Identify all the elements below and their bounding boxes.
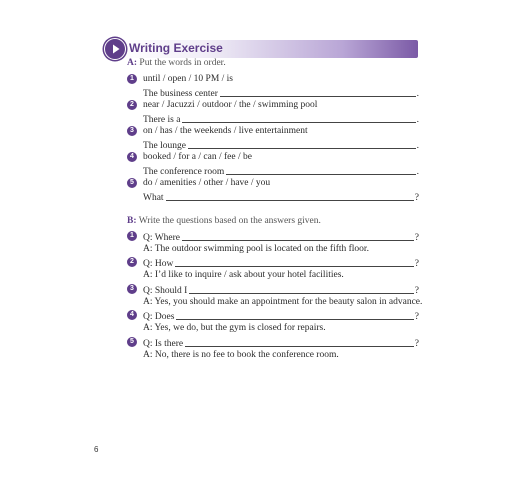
section-a-heading xyxy=(127,58,226,68)
sentence-start: The business center xyxy=(143,89,218,99)
answer-blank[interactable] xyxy=(188,147,416,149)
sentence-start: There is a xyxy=(143,115,181,125)
section-banner xyxy=(104,38,418,60)
question-start: Q: Where xyxy=(143,233,181,243)
section-b-letter: B: xyxy=(127,216,137,226)
item-number-badge: 3 xyxy=(127,284,137,294)
item-number-badge: 1 xyxy=(127,231,137,241)
answer-blank[interactable] xyxy=(226,173,415,175)
item-number-badge: 4 xyxy=(127,152,137,162)
scrambled-words: on / has / the weekends / live entertainment xyxy=(143,126,308,136)
sentence-end: . xyxy=(416,167,419,177)
item-number-badge: 5 xyxy=(127,178,137,188)
sentence-end: ? xyxy=(414,193,419,203)
section-a-instruction: Put the words in order. xyxy=(139,58,226,68)
sentence-end: . xyxy=(416,89,419,99)
item-number-badge: 5 xyxy=(127,337,137,347)
answer-blank[interactable] xyxy=(176,318,413,320)
sentence-end: . xyxy=(416,141,419,151)
scrambled-words: until / open / 10 PM / is xyxy=(143,74,233,84)
item-number-badge: 1 xyxy=(127,74,137,84)
item-number-badge: 2 xyxy=(127,257,137,267)
given-answer: A: No, there is no fee to book the conference room. xyxy=(143,350,339,360)
sentence-start: The lounge xyxy=(143,141,187,151)
section-b-instruction: Write the questions based on the answers given. xyxy=(138,216,321,226)
given-answer: A: Yes, we do, but the gym is closed for repairs. xyxy=(143,323,326,333)
question-start: Q: Does xyxy=(143,312,175,322)
item-number-badge: 2 xyxy=(127,100,137,110)
section-a-letter: A: xyxy=(127,58,138,68)
question-end: ? xyxy=(414,286,419,296)
answer-blank[interactable] xyxy=(185,345,414,347)
question-end: ? xyxy=(414,233,419,243)
page-title: Writing Exercise xyxy=(129,41,223,55)
item-number-badge: 4 xyxy=(127,310,137,320)
given-answer: A: Yes, you should make an appointment for the beauty salon in advance. xyxy=(143,297,423,307)
scrambled-words: near / Jacuzzi / outdoor / the / swimming pool xyxy=(143,100,318,110)
play-icon xyxy=(104,38,126,60)
answer-blank[interactable] xyxy=(220,95,416,97)
section-b-heading xyxy=(127,216,321,226)
question-start: Q: Should I xyxy=(143,286,188,296)
question-end: ? xyxy=(414,259,419,269)
answer-blank[interactable] xyxy=(182,121,415,123)
scrambled-words: booked / for a / can / fee / be xyxy=(143,152,252,162)
answer-blank[interactable] xyxy=(166,199,414,201)
question-end: ? xyxy=(414,339,419,349)
sentence-end: . xyxy=(416,115,419,125)
item-number-badge: 3 xyxy=(127,126,137,136)
sentence-start: What xyxy=(143,193,164,203)
question-start: Q: Is there xyxy=(143,339,184,349)
question-start: Q: How xyxy=(143,259,174,269)
page-number: 6 xyxy=(94,445,99,454)
answer-blank[interactable] xyxy=(182,239,414,241)
answer-blank[interactable] xyxy=(189,292,413,294)
answer-blank[interactable] xyxy=(175,265,413,267)
sentence-start: The conference room xyxy=(143,167,225,177)
given-answer: A: The outdoor swimming pool is located on the fifth floor. xyxy=(143,244,369,254)
scrambled-words: do / amenities / other / have / you xyxy=(143,178,271,188)
given-answer: A: I’d like to inquire / ask about your hotel facilities. xyxy=(143,270,344,280)
question-end: ? xyxy=(414,312,419,322)
